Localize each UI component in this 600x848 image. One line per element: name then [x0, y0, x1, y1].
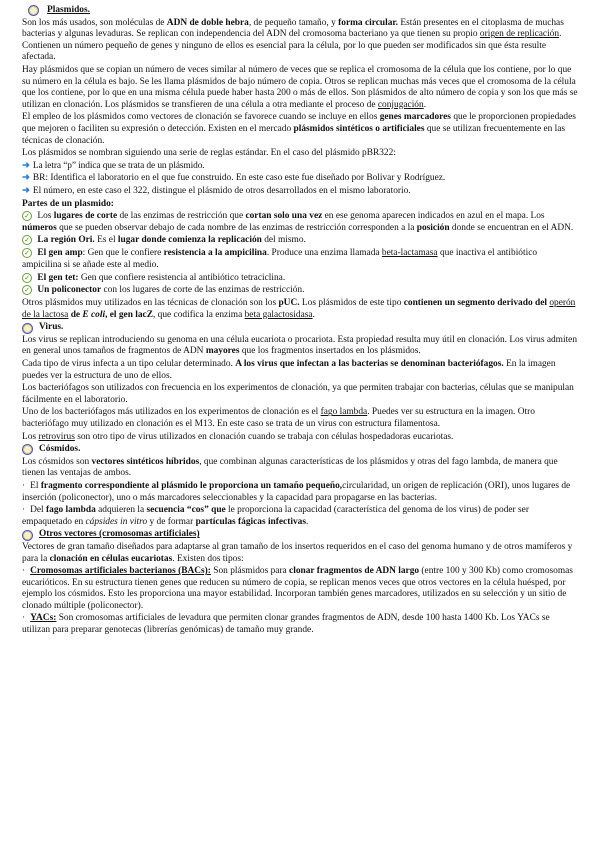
- check-icon: ✓: [22, 211, 32, 221]
- link[interactable]: origen de replicación: [479, 29, 560, 40]
- arrow-right-icon: ➜: [22, 173, 30, 184]
- link[interactable]: conjugación: [377, 99, 424, 110]
- section-heading-virus: [22, 322, 578, 334]
- paragraph: Cada tipo de virus infecta a un tipo celular determinado. A los virus que infectan a las bacterias se denominan bacteriófagos. En la imagen puedes ver la estructura de uno de ellos.: [22, 359, 556, 381]
- section-heading-plasmidos: [22, 5, 578, 17]
- list-item: ✓ Los lugares de corte de las enzimas de restricción que cortan solo una vez en ese genoma aparecen indicados en azul en el mapa. Los números que se pueden observar debajo de cada nombre de las enzimas de restricción corresponden a la posición donde se encuentran en el ADN.: [22, 211, 574, 233]
- check-icon: ✓: [22, 273, 32, 283]
- list-item: ✓ El gen tet: Gen que confiere resistencia al antibiótico tetraciclina.: [22, 273, 578, 285]
- bullet-circle-icon: [28, 5, 39, 16]
- arrow-right-icon: ➜: [22, 160, 30, 171]
- heading-text: Plasmidos.: [47, 5, 90, 15]
- bullet-circle-icon: [22, 530, 33, 541]
- link[interactable]: beta-lactamasa: [381, 248, 438, 259]
- section-heading-otros: [22, 529, 578, 541]
- link[interactable]: operón de la lactosa: [22, 298, 576, 320]
- list-item: ✓ La región Ori. Es el lugar donde comienza la replicación del mismo.: [22, 235, 578, 247]
- check-icon: ✓: [22, 285, 32, 295]
- link[interactable]: retrovirus: [38, 431, 75, 442]
- paragraph: Los virus se replican introduciendo su genoma en una célula eucariota o procariota. Esta propiedad resulta muy útil en clonación. Los virus admiten en general unos tamaños de fragmentos de ADN mayores que los fragmentos insertados en los plásmidos.: [22, 334, 578, 357]
- heading-text: Virus.: [39, 322, 64, 333]
- check-icon: ✓: [22, 235, 32, 245]
- link[interactable]: beta galactosidasa: [244, 309, 313, 320]
- list-item: ➜ BR: Identifica el laboratorio en el que fue construido. En este caso este fue diseñado por Bolivar y Rodríguez.: [22, 173, 446, 184]
- list-item: · YACs: Son cromosomas artificiales de levadura que permiten clonar grandes fragmentos de ADN, desde 100 hasta 1400 Kb. Los YACs se utilizan para preparar genotecas (librerías genómicas) de tamaño muy grande.: [22, 613, 550, 636]
- section-heading-cosmidos: [22, 444, 578, 456]
- list-item: · Del fago lambda adquieren la secuencia “cos” que le proporciona la capacidad (característica del genoma de los virus) de poder ser empaquetado en cápsides in vitro y de formar partículas fágicas infectivas.: [22, 505, 529, 527]
- paragraph: Son los más usados, son moléculas de ADN de doble hebra, de pequeño tamaño, y forma circular. Están presentes en el citoplasma de muchas bacterias y algunas levaduras. Se replican con independencia del ADN del cromosoma bacteriano ya que tienen su propio origen de replicación. Contienen un número pequeño de genes y ninguno de ellos es esencial para la célula, por lo que pueden ser modificados sin que ésta resulte afectada.: [22, 17, 564, 63]
- list-item: ✓ El gen amp: Gen que le confiere resistencia a la ampicilina. Produce una enzima llamada beta-lactamasa que inactiva el antibiótico ampicilina si se añade este al medio.: [22, 248, 538, 270]
- arrow-right-icon: ➜: [22, 185, 30, 196]
- list-item: · El fragmento correspondiente al plásmido le proporciona un tamaño pequeño,circularidad, un origen de replicación (ORI), unos lugares de inserción (policonector), uno o más marcadores seleccionables y la capacidad para propagarse en las bacterias.: [22, 480, 571, 503]
- link[interactable]: fago lambda: [320, 407, 368, 418]
- paragraph: Vectores de gran tamaño diseñados para adaptarse al gran tamaño de los insertos requeridos en el caso del genoma humano y de otros mamíferos y para la clonación en células eucariotas. Existen dos tipos:: [22, 541, 573, 564]
- paragraph: Hay plásmidos que se copian un número de veces similar al número de veces que se replica el cromosoma de la célula que los contiene, por lo que su número en la célula es bajo. Se les llama plásmidos de bajo número de copia. Otros se replican muchas más veces que el cromosoma de la célula que los contiene, por lo que en una misma célula puede haber hasta 200 o más de ellos. Son plásmidos de alto número de copia y son los que más se utilizan en clonación. Los plásmidos se transfieren de una célula a otra mediante el proceso de conjugación.: [22, 64, 578, 110]
- bullet-circle-icon: [22, 323, 33, 334]
- heading-text: Otros vectores (cromosomas artificiales): [39, 529, 200, 540]
- paragraph: Otros plásmidos muy utilizados en las técnicas de clonación son los pUC. Los plásmidos de este tipo contienen un segmento derivado del operón de la lactosa de E coli, el gen lacZ, que codifica la enzima beta galactosidasa.: [22, 298, 576, 320]
- paragraph: Los cósmidos son vectores sintéticos híbridos, que combinan algunas características de los plásmidos y otras del fago lambda, de manera que tienen las ventajas de ambos.: [22, 456, 558, 479]
- heading-text: Cósmidos.: [39, 444, 81, 455]
- paragraph: Uno de los bacteriófagos más utilizados en los experimentos de clonación es el fago lambda. Puedes ver su estructura en la imagen. Otro bacteriófago muy utilizado en clonación es el M13. En este caso se trata de un virus con estructura filamentosa.: [22, 407, 535, 429]
- list-item: ➜ La letra “p” indica que se trata de un plásmido.: [22, 160, 205, 171]
- paragraph: Los bacteriófagos son utilizados con frecuencia en los experimentos de clonación, ya que permiten trabajar con bacterias, células que se manipulan fácilmente en el laboratorio.: [22, 383, 574, 405]
- paragraph: Los plásmidos se nombran siguiendo una serie de reglas estándar. En el caso del plásmido pBR322:: [22, 148, 396, 159]
- paragraph: El empleo de los plásmidos como vectores de clonación se favorece cuando se incluye en ellos genes marcadores que le proporcionen propiedades que mejoren o faciliten su expresión o detección. Existen en el mercado plásmidos sintéticos o artificiales que se utilizan frecuentemente en las técnicas de clonación.: [22, 112, 576, 146]
- list-item: ➜ El número, en este caso el 322, distingue el plásmido de otros desarrollados en el mismo laboratorio.: [22, 185, 411, 196]
- check-icon: ✓: [22, 248, 32, 258]
- list-item: ✓ Un policonector con los lugares de corte de las enzimas de restricción.: [22, 285, 578, 297]
- paragraph: Los retrovirus son otro tipo de virus utilizados en clonación cuando se trabaja con células hospedadoras eucariotas.: [22, 431, 454, 442]
- bullet-circle-icon: [22, 444, 33, 455]
- subheading-partes: Partes de un plasmido:: [22, 198, 114, 209]
- list-item: · Cromosomas artificiales bacterianos (BACs): Son plásmidos para clonar fragmentos de ADN largo (entre 100 y 300 Kb) como cromosomas eucarióticos. En su estructura tienen genes que reducen su número de copia, se replican menos veces que otros vectores en la célula huésped, por ejemplo los cósmidos. Esto les proporciona una mayor estabilidad. Incorporan también genes marcadores, utilizados en su selección y un sitio de clonado múltiple (policonector).: [22, 566, 573, 611]
